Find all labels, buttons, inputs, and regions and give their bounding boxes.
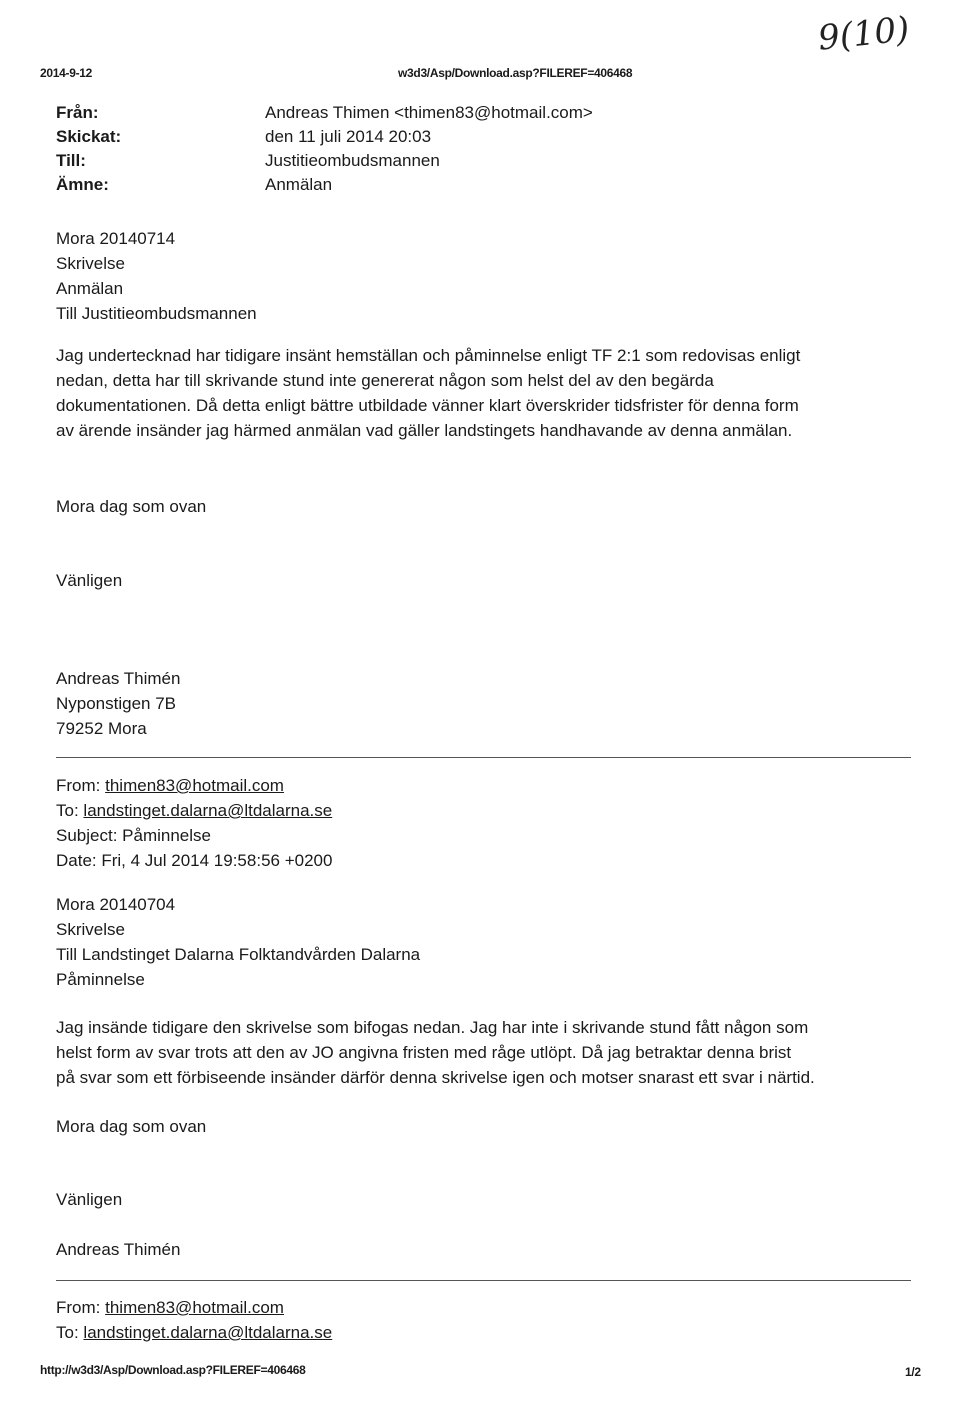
to-email-link[interactable]: landstinget.dalarna@ltdalarna.se	[83, 801, 333, 820]
from-label: Från:	[56, 103, 99, 122]
letter1-type: Skrivelse	[56, 254, 125, 273]
paragraph-line: helst form av svar trots att den av JO angivna fristen med råge utlöpt. Då jag betraktar denna brist	[56, 1043, 792, 1062]
forwarded1-from: From: thimen83@hotmail.com	[56, 776, 284, 795]
letter1-signature	[56, 666, 180, 741]
paragraph-line: nedan, detta har till skrivande stund inte genererat någon som helst del av den begärda	[56, 371, 714, 390]
letter2-type: Skrivelse	[56, 920, 125, 939]
subject-label: Ämne:	[56, 175, 109, 194]
paragraph-line: Jag insände tidigare den skrivelse som bifogas nedan. Jag har inte i skrivande stund fått någon som	[56, 1018, 809, 1037]
print-url: w3d3/Asp/Download.asp?FILEREF=406468	[398, 66, 633, 80]
subject-value: Anmälan	[265, 175, 333, 194]
from-email-link[interactable]: thimen83@hotmail.com	[105, 1298, 284, 1317]
print-date: 2014-9-12	[40, 66, 93, 80]
letter2-signature-name: Andreas Thimén	[56, 1240, 181, 1259]
letter1-recipient: Till Justitieombudsmannen	[56, 304, 257, 323]
footer-page-number: 1/2	[905, 1365, 921, 1379]
paragraph-line: av ärende insänder jag härmed anmälan vad gäller landstingets handhavande av denna anmälan.	[56, 421, 793, 440]
forwarded1-subject: Subject: Påminnelse	[56, 826, 211, 845]
letter2-date-line: Mora dag som ovan	[56, 1117, 207, 1136]
forwarded1-date: Date: Fri, 4 Jul 2014 19:58:56 +0200	[56, 851, 333, 870]
signature-name: Andreas Thimén	[56, 669, 181, 688]
letter1-date-line: Mora dag som ovan	[56, 497, 207, 516]
letter1-place-date: Mora 20140714	[56, 229, 176, 248]
letter2-paragraph	[56, 1015, 815, 1090]
from-value: Andreas Thimen <thimen83@hotmail.com>	[265, 103, 593, 122]
letter2-place-date: Mora 20140704	[56, 895, 176, 914]
to-email-link[interactable]: landstinget.dalarna@ltdalarna.se	[83, 1323, 333, 1342]
paragraph-line: på svar som ett förbiseende insänder därför denna skrivelse igen och motser snarast ett svar i närtid.	[56, 1068, 815, 1087]
letter2-closing: Vänligen	[56, 1190, 123, 1209]
letter1-subject: Anmälan	[56, 279, 124, 298]
letter2-intro	[56, 892, 420, 992]
paragraph-line: Jag undertecknad har tidigare insänt hemställan och påminnelse enligt TF 2:1 som redovisas enligt	[56, 346, 801, 365]
letter2-recipient: Till Landstinget Dalarna Folktandvården Dalarna	[56, 945, 421, 964]
separator-line	[56, 757, 911, 758]
handwritten-page-number: 9(10)	[816, 9, 912, 59]
to-label: Till:	[56, 151, 86, 170]
forwarded1-header	[56, 773, 332, 873]
to-value: Justitieombudsmannen	[265, 151, 440, 170]
signature-street: Nyponstigen 7B	[56, 694, 177, 713]
forwarded2-to: To: landstinget.dalarna@ltdalarna.se	[56, 1323, 333, 1342]
signature-city: 79252 Mora	[56, 719, 147, 738]
forwarded1-to: To: landstinget.dalarna@ltdalarna.se	[56, 801, 333, 820]
from-email-link[interactable]: thimen83@hotmail.com	[105, 776, 284, 795]
letter1-paragraph	[56, 343, 800, 443]
forwarded2-from: From: thimen83@hotmail.com	[56, 1298, 284, 1317]
separator-line	[56, 1280, 911, 1281]
sent-label: Skickat:	[56, 127, 122, 146]
footer-url: http://w3d3/Asp/Download.asp?FILEREF=406468	[40, 1363, 306, 1377]
paragraph-line: dokumentationen. Då detta enligt bättre utbildade vänner klart överskrider tidsfrister för denna form	[56, 396, 799, 415]
letter2-subject: Påminnelse	[56, 970, 145, 989]
forwarded2-header	[56, 1295, 332, 1345]
letter1-closing: Vänligen	[56, 571, 123, 590]
letter1-intro	[56, 226, 257, 326]
sent-value: den 11 juli 2014 20:03	[265, 127, 432, 146]
